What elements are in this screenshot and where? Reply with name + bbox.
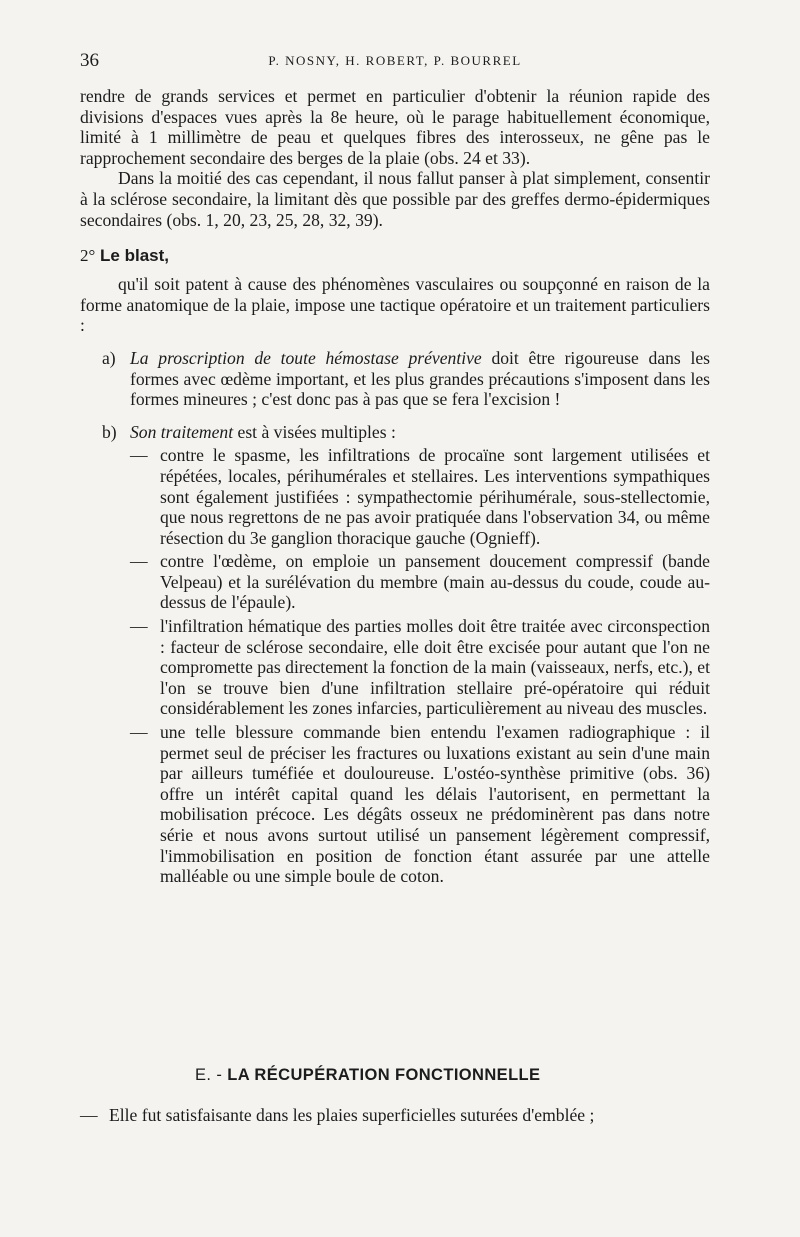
final-text [80, 1102, 710, 1126]
item-b-text [130, 422, 710, 443]
page-header [80, 50, 710, 72]
dash-mark: — [130, 445, 148, 466]
item-letter-b: b) [102, 421, 117, 442]
item-a-rest: doit être rigoureuse dans les formes avec œdème important, et les plus grandes précautions s'imposent dans les formes mineures ; c'est donc pas à pas que se fera l'excision ! [130, 347, 711, 410]
running-title: P. NOSNY, H. ROBERT, P. BOURREL [268, 53, 522, 68]
main-text [80, 86, 710, 899]
section-title: Le blast, [100, 246, 170, 266]
page-number: 36 [80, 50, 99, 71]
list-item [130, 445, 710, 548]
section-title: LA RÉCUPÉRATION FONCTIONNELLE [227, 1066, 541, 1084]
dash-mark: — [130, 616, 148, 637]
dash-mark: — [130, 722, 148, 743]
list-item [130, 722, 710, 887]
section-heading-recuperation [195, 1066, 615, 1085]
section-number: 2° [80, 246, 96, 266]
list-item-b [80, 422, 710, 887]
paragraph-blast-lead: qu'il soit patent à cause des phénomènes vasculaires ou soupçonné en raison de la forme anatomique de la plaie, impose une tactique opératoire et un traitement particuliers : [80, 274, 710, 336]
item-a-text [130, 348, 710, 410]
dash-item-text: contre le spasme, les infiltrations de procaïne sont largement utilisées et répétées, locales, périhumérales et stellaires. Les interventions sympathiques sont également justifiées : sympathectomie périhumérale, sous-stellectomie, que nous regrettons de ne pas avoir pratiquée dans l'observation 34, ou même résection du 3e ganglion thoracique gauche (Ognieff). [160, 445, 710, 548]
final-paragraph: Elle fut satisfaisante dans les plaies superficielles suturées d'emblée ; [109, 1105, 595, 1125]
section-heading-blast [80, 246, 710, 266]
list-item-a [80, 348, 710, 410]
paragraph-intro-2: Dans la moitié des cas cependant, il nous fallut panser à plat simplement, consentir à la sclérose secondaire, la limitant dès que possible par des greffes dermo-épidermiques secondaires (obs. 1, 20, 23, 25, 28, 32, 39). [80, 168, 710, 230]
section-letter: E. - [195, 1066, 223, 1084]
list-item [130, 616, 710, 719]
dash-item-text: une telle blessure commande bien entendu l'examen radiographique : il permet seul de préciser les fractures ou luxations existant au sein d'une main par ailleurs tuméfiée et douloureuse. L'ostéo-synthèse primitive (obs. 36) offre un intérêt capital quand les délais l'autorisent, en permettant la mobilisation précoce. Les dégâts osseux ne prédominèrent pas dans notre série et nous avons surtout utilisé un pansement légèrement compressif, l'immobilisation en position de fonction étant assurée par une attelle malléable ou une simple boule de coton. [160, 722, 710, 887]
item-b-rest: est à visées multiples : [233, 421, 396, 442]
item-a-italic: La proscription de toute hémostase préventive [130, 347, 482, 368]
item-b-italic: Son traitement [130, 421, 234, 442]
list-item [130, 551, 710, 613]
dash-mark: — [130, 551, 148, 572]
item-letter-a: a) [102, 347, 116, 368]
paragraph-intro-1: rendre de grands services et permet en particulier d'obtenir la réunion rapide des divisions d'espaces vues après la 8e heure, où le parage habituellement économique, limité à 1 millimètre de peau et quelques fibres des interosseux, ne gêne pas le rapprochement secondaire des berges de la plaie (obs. 24 et 33). [80, 86, 710, 168]
dash-mark: — [80, 1105, 98, 1125]
list-item [80, 1105, 710, 1126]
dash-item-text: l'infiltration hématique des parties molles doit être traitée avec circonspection : facteur de sclérose secondaire, elle doit être excisée pour autant que l'on ne compromette pas directement la fonction de la main (vaisseaux, nerfs, etc.), et l'on se trouve bien d'une infiltration stellaire pré-opératoire qui réduit considérablement les zones infarcies, particulièrement au niveau des muscles. [160, 616, 710, 719]
dash-item-text: contre l'œdème, on emploie un pansement doucement compressif (bande Velpeau) et la surélévation du membre (main au-dessus du coude, coude au-dessus de l'épaule). [160, 551, 710, 613]
